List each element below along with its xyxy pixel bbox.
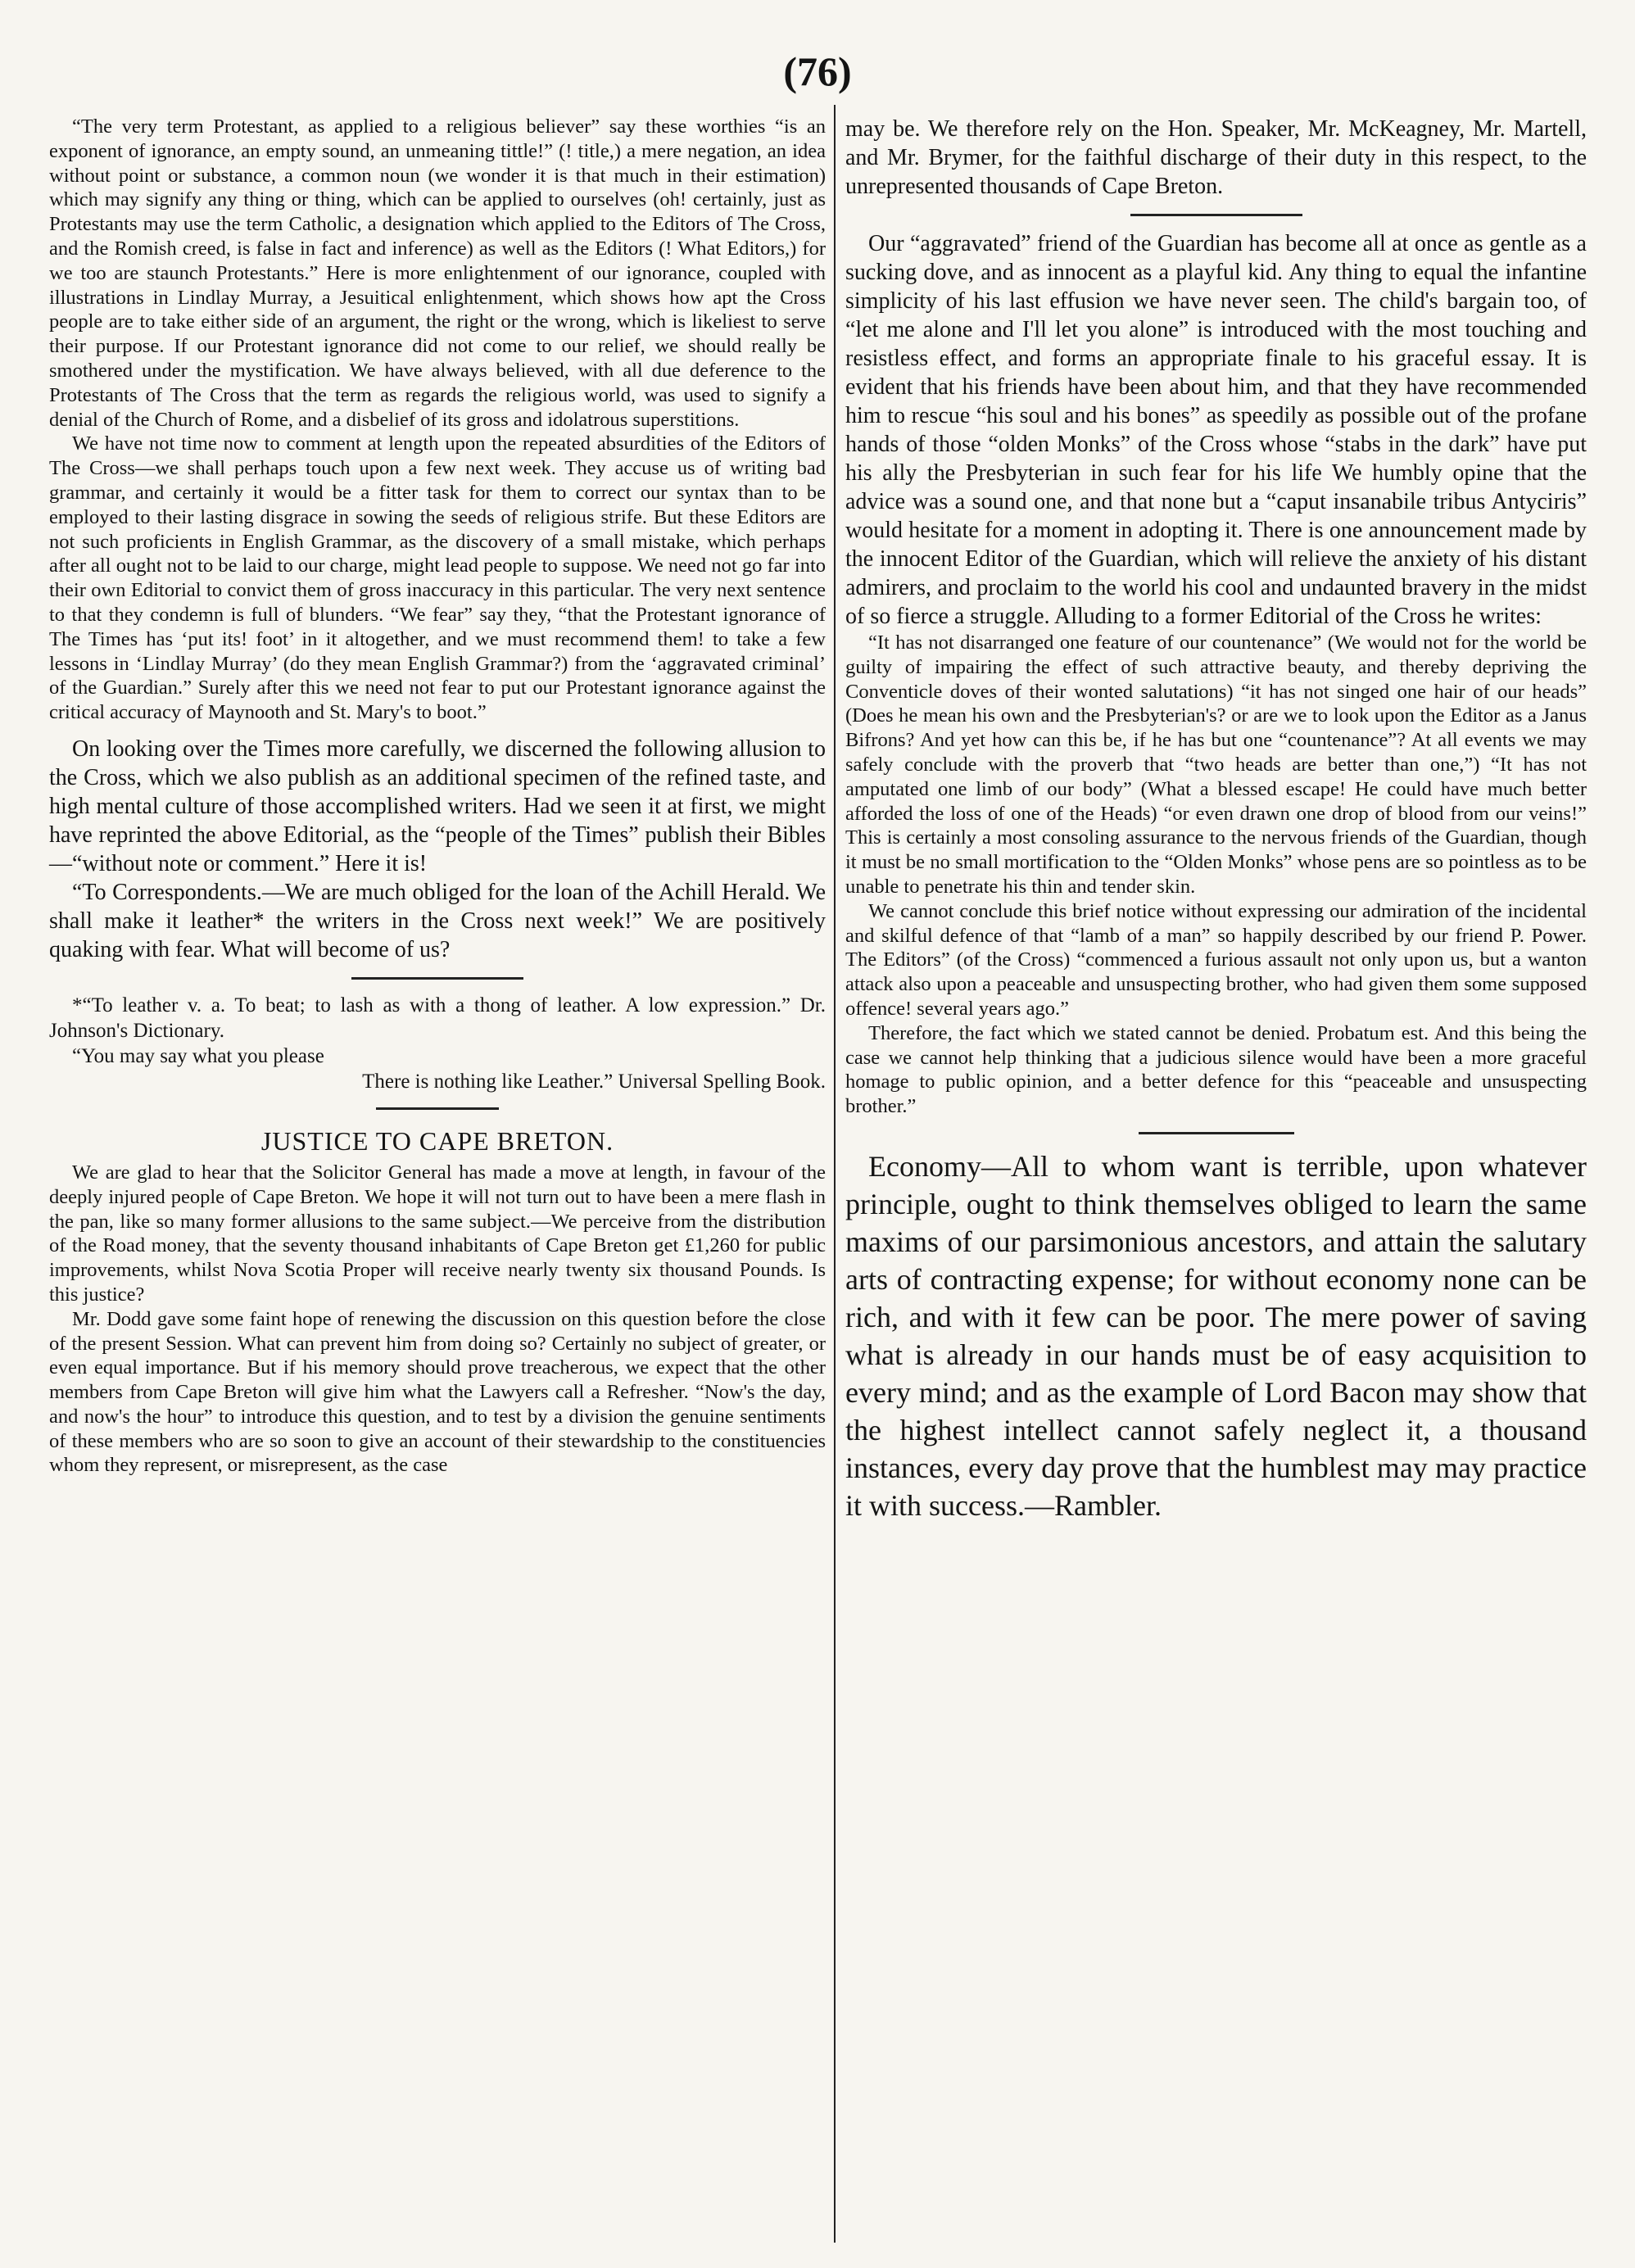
- article-paragraph: may be. We therefore rely on the Hon. Speaker, Mr. McKeagney, Mr. Martell, and Mr. Brymer, for the faithful discharge of their duty in this respect, to the unrepresented thousands of Cape Breton.: [845, 116, 1587, 199]
- quoted-paragraph: “It has not disarranged one feature of our countenance” (We would not for the world be guilty of impairing the effect of such attractive beauty, and thereby depriving the Conventicle doves of their wonted salutations) “it has not singed one hair of our heads” (Does he mean his own and the Presbyterian's? or are we to look upon the Editor as a Janus Bifrons? And yet how can this be, if he has but one “countenance”? At all events we may safely conclude with the proverb that “two heads are better than one,”) “It has not amputated one limb of our body” (What a blessed escape! He could have much better afforded the loss of one of the Heads) “or even drawn one drop of blood from our veins!” This is certainly a most consoling assurance to the nervous friends of the Guardian, though it must be no small mortification to the “Olden Monks” whose pens are so pointless as to be unable to penetrate his thin and tender skin.: [845, 632, 1587, 898]
- left-column: [49, 115, 826, 2236]
- page-number: (76): [783, 48, 852, 94]
- article-paragraph: We have not time now to comment at length upon the repeated absurdities of the Editors of The Cross—we shall perhaps touch upon a few next week. They accuse us of writing bad grammar, and certainly it would be a fitter task for them to correct our syntax than to be employed to their lasting disgrace in sowing the seeds of religious strife. But these Editors are not such proficients in English Grammar, as the discovery of a small mistake, which perhaps after all ought not to be laid to our charge, might lead people to suppose. We need not go far into their own Editorial to convict them of gross inaccuracy in this particular. The very next sentence to that they condemn is full of blunders. “We fear” say they, “that the Protestant ignorance of The Times has ‘put its! foot’ in it altogether, and we must recommend them! to take a few lessons in ‘Lindlay Murray’ (do they mean English Grammar?) from the ‘aggravated criminal’ of the Guardian.” Surely after this we need not fear to put our Protestant ignorance against the critical accuracy of Maynooth and St. Mary's to boot.”: [49, 432, 826, 724]
- article-paragraph: Our “aggravated” friend of the Guardian has become all at once as gentle as a sucking dove, and as innocent as a playful kid. Any thing to equal the infantine simplicity of his last effusion we have never seen. The child's bargain too, of “let me alone and I'll let you alone” is introduced with the most touching and resistless effect, and forms an appropriate finale to his graceful essay. It is evident that his friends have been about him, and that they have recommended him to rescue “his soul and his bones” as speedily as possible out of the profane hands of those “olden Monks” of the Cross whose “stabs in the dark” have put his ally the Presbyterian in such fear for his life We humbly opine that the advice was a sound one, and that none but a “caput insanabile tribus Antyciris” would hesitate for a moment in adopting it. There is one announcement made by the innocent Editor of the Guardian, which will relieve the anxiety of his distant admirers, and proclaim to the world his cool and undaunted bravery in the midst of so fierce a struggle. Alluding to a former Editorial of the Cross he writes:: [845, 231, 1587, 629]
- section-rule: [1139, 1132, 1294, 1134]
- article-paragraph: We cannot conclude this brief notice without expressing our admiration of the incidental and skilful defence of that “lamb of a man” so happily described by our friend P. Power. The Editors” (of the Cross) “commenced a furious assault not only upon us, but a wanton attack also upon a peaceable and unsuspecting brother, who had given them some supposed offence! several years ago.”: [845, 899, 1587, 1020]
- footnote: *“To leather v. a. To beat; to lash as with a thong of leather. A low expression.” Dr. Johnson's Dictionary.: [49, 994, 826, 1042]
- section-rule: [351, 977, 523, 980]
- article-paragraph: We are glad to hear that the Solicitor General has made a move at length, in favour of the deeply injured people of Cape Breton. We hope it will not turn out to have been a mere flash in the pan, like so many former allusions to the same subject.—We perceive from the distribution of the Road money, that the seventy thousand inhabitants of Cape Breton get £1,260 for public improvements, whilst Nova Scotia Proper will receive nearly twenty six thousand Pounds. Is this justice?: [49, 1161, 826, 1306]
- column-divider: [834, 105, 836, 2243]
- economy-paragraph: Economy—All to whom want is terrible, upon whatever principle, ought to think themselves obliged to learn the same maxims of our parsimonious ancestors, and attain the salutary arts of contracting expense; for without economy none can be rich, and with it few can be poor. The mere power of saving what is already in our hands must be of easy acquisition to every mind; and as the example of Lord Bacon may show that the highest intellect cannot safely neglect it, a thousand instances, every day prove that the humblest may may practice it with success.—Rambler.: [845, 1149, 1587, 1522]
- article-paragraph: Mr. Dodd gave some faint hope of renewing the discussion on this question before the close of the present Session. What can prevent him from doing so? Certainly no subject of greater, or even equal importance. But if his memory should prove treacherous, we expect that the other members from Cape Breton will give him what the Lawyers call a Refresher. “Now's the day, and now's the hour” to introduce this question, and to test by a division the genuine sentiments of these members who are so soon to give an account of their stewardship to the constituencies whom they represent, or misrepresent, as the case: [49, 1307, 826, 1477]
- section-rule: [1130, 214, 1302, 216]
- section-rule: [376, 1107, 499, 1110]
- footnote-verse: There is nothing like Leather.” Universal Spelling Book.: [362, 1070, 826, 1093]
- quoted-paragraph: “To Correspondents.—We are much obliged for the loan of the Achill Herald. We shall make it leather* the writers in the Cross next week!” We are positively quaking with fear. What will become of us?: [49, 879, 826, 962]
- article-heading: JUSTICE TO CAPE BRETON.: [260, 1125, 614, 1156]
- article-paragraph: “The very term Protestant, as applied to a religious believer” say these worthies “is an exponent of ignorance, an empty sound, an unmeaning tittle!” (! title,) a mere negation, an idea without point or substance, a common noun (we wonder it is that much in their estimation) which may signify any thing or thing, which can be applied to ourselves (oh! certainly, just as Protestants may use the term Catholic, a designation which applied to the Editors of The Cross, and the Romish creed, is false in fact and inference) as well as the Editors (! What Editors,) for we too are staunch Protestants.” Here is more enlightenment of our ignorance, coupled with illustrations in Lindlay Murray, a Jesuitical enlightenment, which shows how apt the Cross people are to take either side of an argument, the right or the wrong, which is likeliest to serve their purpose. If our Protestant ignorance did not come to our relief, we should really be smothered under the mystification. We have always believed, with all due deference to the Protestants of The Cross that the term as regards the religious world, was used to signify a denial of the Church of Rome, and a disbelief of its gross and idolatrous superstitions.: [49, 115, 826, 431]
- article-paragraph: Therefore, the fact which we stated cannot be denied. Probatum est. And this being the case we cannot help thinking that a judicious silence would have been a more graceful homage to public opinion, and a better defence for this “peaceable and unsuspecting brother.”: [845, 1021, 1587, 1118]
- right-column: [845, 115, 1587, 2236]
- footnote-verse: “You may say what you please: [72, 1044, 324, 1067]
- article-paragraph: On looking over the Times more carefully, we discerned the following allusion to the Cross, which we also publish as an additional specimen of the refined taste, and high mental culture of those accomplished writers. Had we seen it at first, we might have reprinted the above Editorial, as the “people of the Times” publish their Bibles—“without note or comment.” Here it is!: [49, 736, 826, 876]
